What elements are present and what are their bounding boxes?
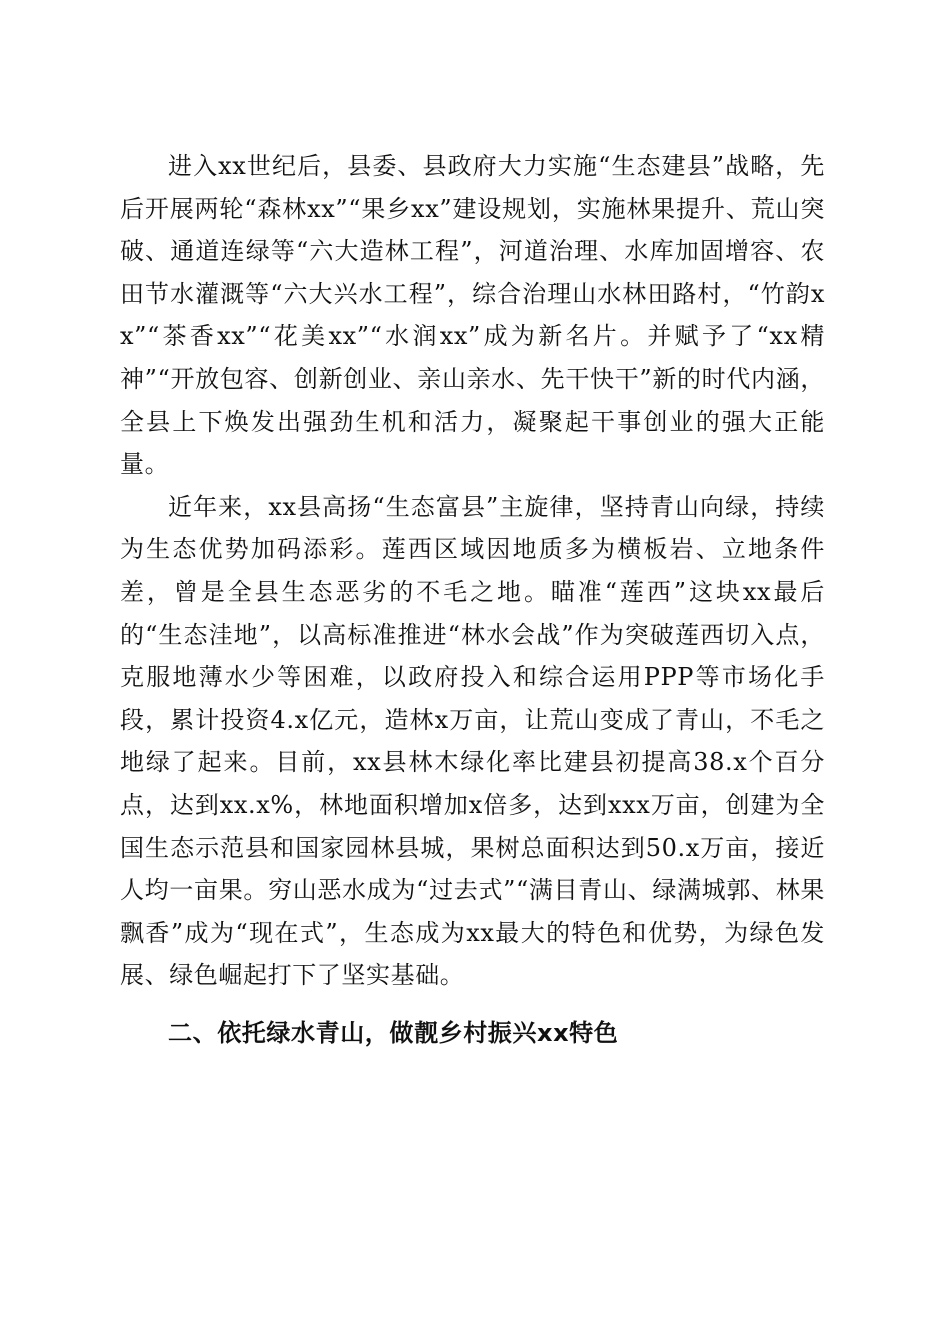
- paragraph-recent-years-greening: 近年来，xx县高扬“生态富县”主旋律，坚持青山向绿，持续为生态优势加码添彩。莲西区域因地质多为横板岩、立地条件差，曾是全县生态恶劣的不毛之地。瞄准“莲西”这块xx最后的“生态洼地”，以高标准推进“林水会战”作为突破莲西切入点，克服地薄水少等困难，以政府投入和综合运用PPP等市场化手段，累计投资4.x亿元，造林x万亩，让荒山变成了青山，不毛之地绿了起来。目前，xx县林木绿化率比建县初提高38.x个百分点，达到xx.x%，林地面积增加x倍多，达到xxx万亩，创建为全国生态示范县和国家园林县城，果树总面积达到50.x万亩，接近人均一亩果。穷山恶水成为“过去式”“满目青山、绿满城郭、林果飘香”成为“现在式”，生态成为xx最大的特色和优势，为绿色发展、绿色崛起打下了坚实基础。: [120, 492, 825, 990]
- document-body: [120, 145, 825, 1053]
- paragraph-ecological-county-strategy: 进入xx世纪后，县委、县政府大力实施“生态建县”战略，先后开展两轮“森林xx”“果乡xx”建设规划，实施林果提升、荒山突破、通道连绿等“六大造林工程”，河道治理、水库加固增容、农田节水灌溉等“六大兴水工程”，综合治理山水林田路村，“竹韵xx”“茶香xx”“花美xx”“水润xx”成为新名片。并赋予了“xx精神”“开放包容、创新创业、亲山亲水、先干快干”新的时代内涵，全县上下焕发出强劲生机和活力，凝聚起干事创业的强大正能量。: [120, 152, 825, 479]
- section-heading: 二、依托绿水青山，做靓乡村振兴xx特色: [168, 1018, 619, 1047]
